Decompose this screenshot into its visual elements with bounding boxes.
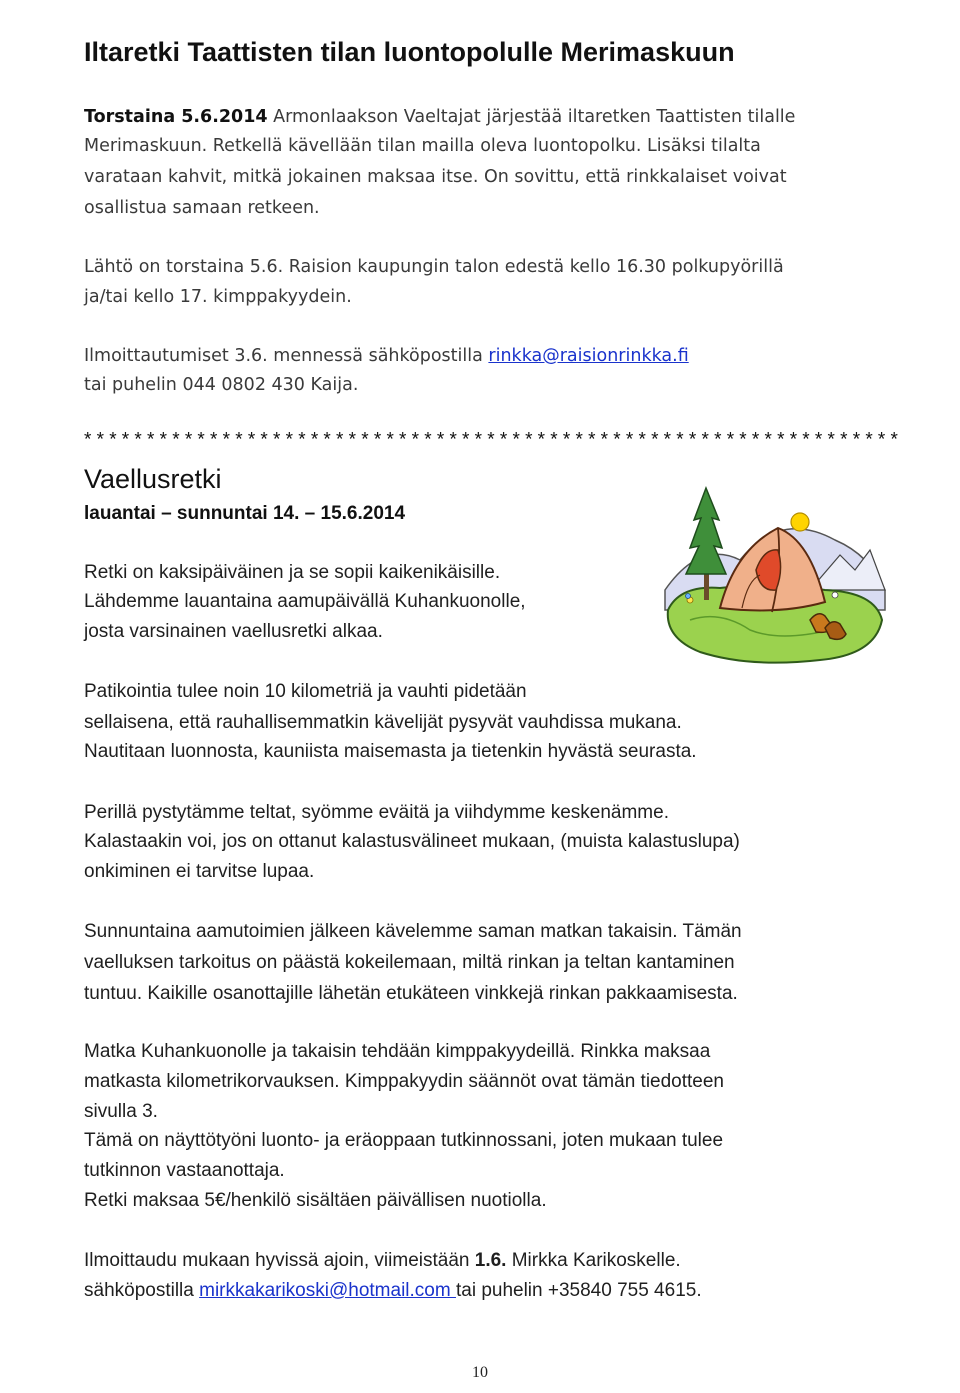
departure-line-2: ja/tai kello 17. kimppakyydein. — [84, 287, 352, 307]
hike-para1-line-3: josta varsinainen vaellusretki alkaa. — [84, 621, 383, 642]
intro-line-2: Merimaskuun. Retkellä kävellään tilan mailla oleva luontopolku. Lisäksi tilalta — [84, 136, 761, 156]
contact-text: sähköpostilla — [84, 1280, 200, 1301]
hike-para5-line-5: tutkinnon vastaanottaja. — [84, 1160, 285, 1181]
hike-para5-line-4: Tämä on näyttötyöni luonto- ja eräoppaan tutkinnossani, joten mukaan tulee — [84, 1130, 724, 1151]
hike-dates: lauantai – sunnuntai 14. – 15.6.2014 — [84, 503, 406, 524]
hike-para5-line-3: sivulla 3. — [84, 1101, 158, 1122]
page-title: Iltaretki Taattisten tilan luontopolulle Merimaskuun — [84, 37, 735, 67]
departure-line-1: Lähtö on torstaina 5.6. Raision kaupungin talon edestä kello 16.30 polkupyörillä — [84, 257, 784, 277]
hike-para5-line-2: matkasta kilometrikorvauksen. Kimppakyydin säännöt ovat tämän tiedotteen — [84, 1071, 724, 1092]
hike-para5-line-6: Retki maksaa 5€/henkilö sisältäen päivällisen nuotiolla. — [84, 1190, 547, 1211]
hike-para4-line-2: vaelluksen tarkoitus on päästä kokeilemaan, miltä rinkan ja teltan kantaminen — [84, 952, 735, 973]
registration-line-1 — [84, 344, 689, 368]
signup-line — [84, 1249, 681, 1273]
hike-para5-line-1: Matka Kuhankuonolle ja takaisin tehdään kimppakyydeillä. Rinkka maksaa — [84, 1041, 711, 1062]
contact-email-link[interactable]: mirkkakarikoski@hotmail.com — [199, 1280, 456, 1301]
hike-heading: Vaellusretki — [84, 464, 222, 494]
separator-stars: ***************************************************************** — [82, 430, 902, 452]
signup-deadline: 1.6. — [474, 1250, 507, 1271]
registration-line-2: tai puhelin 044 0802 430 Kaija. — [84, 375, 359, 395]
contact-phone: tai puhelin +35840 755 4615. — [455, 1280, 702, 1301]
registration-text: Ilmoittautumiset 3.6. mennessä sähköpostilla — [84, 346, 489, 366]
hike-para1-line-2: Lähdemme lauantaina aamupäivällä Kuhankuonolle, — [84, 591, 526, 612]
page-number: 10 — [472, 1364, 488, 1381]
hike-para2-line-2: sellaisena, että rauhallisemmatkin kävelijät pysyvät vauhdissa mukana. — [84, 712, 682, 733]
hike-para2-line-3: Nautitaan luonnosta, kauniista maisemasta ja tietenkin hyvästä seurasta. — [84, 741, 697, 762]
intro-line-3: varataan kahvit, mitkä jokainen maksaa itse. On sovittu, että rinkkalaiset voivat — [84, 167, 787, 187]
registration-email-link[interactable]: rinkka@raisionrinkka.fi — [488, 346, 689, 366]
intro-line-1-text: Armonlaakson Vaeltajat järjestää iltaretken Taattisten tilalle — [267, 107, 796, 127]
hike-para3-line-2: Kalastaakin voi, jos on ottanut kalastusvälineet mukaan, (muista kalastuslupa) — [84, 831, 740, 852]
signup-text: Ilmoittaudu mukaan hyvissä ajoin, viimeistään — [84, 1250, 475, 1271]
hike-para2-line-1: Patikointia tulee noin 10 kilometriä ja vauhti pidetään — [84, 681, 527, 702]
hike-para4-line-1: Sunnuntaina aamutoimien jälkeen kävelemme saman matkan takaisin. Tämän — [84, 921, 742, 942]
intro-line-1 — [84, 105, 795, 129]
intro-date: Torstaina 5.6.2014 — [84, 107, 268, 127]
hike-para4-line-3: tuntuu. Kaikille osanottajille lähetän etukäteen vinkkejä rinkan pakkaamisesta. — [84, 983, 738, 1004]
tent-illustration — [660, 470, 890, 670]
hike-para1-line-1: Retki on kaksipäiväinen ja se sopii kaikenikäisille. — [84, 562, 501, 583]
intro-line-4: osallistua samaan retkeen. — [84, 198, 320, 218]
hike-para3-line-1: Perillä pystytämme teltat, syömme eväitä ja viihdymme keskenämme. — [84, 802, 669, 823]
hike-para3-line-3: onkiminen ei tarvitse lupaa. — [84, 861, 315, 882]
signup-contact-name: Mirkka Karikoskelle. — [506, 1250, 681, 1271]
contact-line — [84, 1279, 702, 1303]
